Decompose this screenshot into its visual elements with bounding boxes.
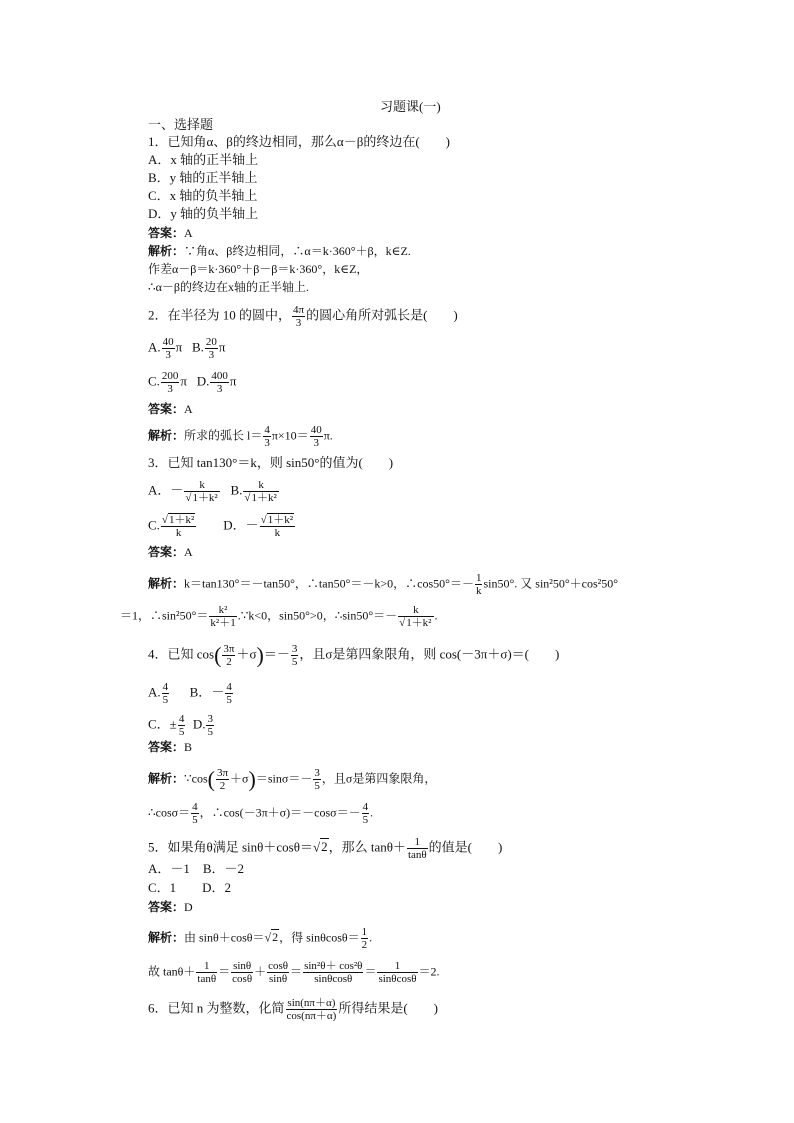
question-5-stem: 5．如果角θ满足 sinθ＋cosθ＝√2，那么 tanθ＋ $\frac{1}{\tan\theta}$ 的值是( ) (148, 836, 503, 861)
question-1-analysis-line-3: ∴α－β的终边在x轴的正半轴上. (148, 280, 310, 294)
question-3-options-row-1: A．－ $\frac{k}{\text{√1＋k²}}$ B. $\frac{k}{\text{√1＋k²}}$ (148, 479, 277, 504)
question-1-stem: 1．已知角α、β的终边相同，那么α－β的终边在( ) (148, 134, 451, 149)
question-4-options-row-1: A. $\frac{4}{5}$ B．－ $\frac{4}{5}$ (148, 681, 232, 706)
question-1-option-a: A．x 轴的正半轴上 (148, 152, 259, 167)
question-5-analysis-line-2: 故 tanθ＋ $\frac{1}{\tan\theta}$ ＝ $\frac{\sin\theta}{\cos\theta}$ ＋ $\frac{\cos\theta}{\sin\theta}$ ＝ $\frac{\text{sin²θ＋ cos²θ}}{\sin\theta\cos\theta}$ ＝ $\frac{1}{\sin\theta\cos\theta}$ ＝2. (148, 960, 440, 985)
question-2-options-row-1: A. $\frac{40}{3}$ π B. $\frac{20}{3}$ π (148, 336, 226, 361)
question-1-option-c: C．x 轴的负半轴上 (148, 188, 258, 203)
question-5-options-row-2: C．1 D．2 (148, 880, 232, 895)
question-1-option-d: D．y 轴的负半轴上 (148, 206, 259, 221)
question-5-analysis-line-1: 解析：由 sinθ＋cosθ＝√2，得 sinθcosθ＝ $\frac{1}{2}$ . (148, 926, 373, 951)
question-6-stem: 6．已知 n 为整数，化简 $\frac{\sin(n\pi+\alpha)}{\cos(n\pi+\alpha)}$ 所得结果是( ) (148, 997, 438, 1022)
question-4-analysis-line-2: ∴cosσ＝ $\frac{4}{5}$ ，∴cos(－3π＋σ)＝－cosσ＝－ $\frac{4}{5}$ . (148, 801, 374, 826)
question-5-options-row-1: A．－1 B．－2 (148, 861, 245, 876)
question-1-answer: 答案：A (148, 226, 193, 240)
question-2-options-row-2: C. $\frac{200}{3}$ π D. $\frac{400}{3}$ π (148, 370, 237, 395)
question-3-analysis-line-1: 解析：k＝tan130°＝－tan50°，∴tan50°＝－k>0，∴cos50°＝－ $\frac{1}{k}$ sin50°. 又 sin²50°＋cos²50° (148, 572, 619, 597)
question-4-answer: 答案：B (148, 740, 193, 754)
question-1-analysis-line-2: 作差α－β＝k·360°＋β－β＝k·360°，k∈Z， (148, 262, 369, 276)
page-title: 习题课(一) (380, 99, 441, 114)
question-1-analysis-line-1: 解析：∵角α、β终边相同，∴α＝k·360°＋β，k∈Z. (148, 244, 411, 258)
question-1-option-b: B．y 轴的正半轴上 (148, 170, 258, 185)
question-3-answer: 答案：A (148, 545, 193, 559)
question-5-answer: 答案：D (148, 900, 193, 914)
question-2-answer: 答案：A (148, 402, 193, 416)
question-3-stem: 3．已知 tan130°＝k，则 sin50°的值为( ) (148, 455, 394, 470)
question-4-stem: 4．已知 cos( $\frac{3\pi}{2}$ ＋σ)＝－ $\frac{3}{5}$ ，且σ是第四象限角，则 cos(－3π＋σ)＝( ) (148, 642, 560, 668)
question-3-options-row-2: C. $\frac{\text{√1＋k²}}{k}$ D．－ $\frac{\text{√1＋k²}}{k}$ (148, 514, 294, 539)
question-4-options-row-2: C．± $\frac{4}{5}$ D. $\frac{3}{5}$ (148, 713, 213, 738)
question-3-analysis-line-2: ＝1，∴sin²50°＝ $\frac{\text{k²}}{\text{k²＋1}}$ .∵k<0，sin50°>0，∴sin50°＝－ $\frac{k}{\text{√1＋k²}}$ . (120, 604, 438, 629)
question-4-analysis-line-1: 解析：∵cos( $\frac{3\pi}{2}$ ＋σ)＝sinσ＝－ $\frac{3}{5}$ ，且σ是第四象限角， (148, 766, 437, 792)
question-2-analysis: 解析：所求的弧长 l＝ $\frac{4}{3}$ π×10＝ $\frac{40}{3}$ π. (148, 424, 333, 449)
question-2-stem: 2．在半径为 10 的圆中， $\frac{4\pi}{3}$ 的圆心角所对弧长是( ) (148, 304, 458, 329)
section-heading: 一、选择题 (148, 117, 214, 132)
